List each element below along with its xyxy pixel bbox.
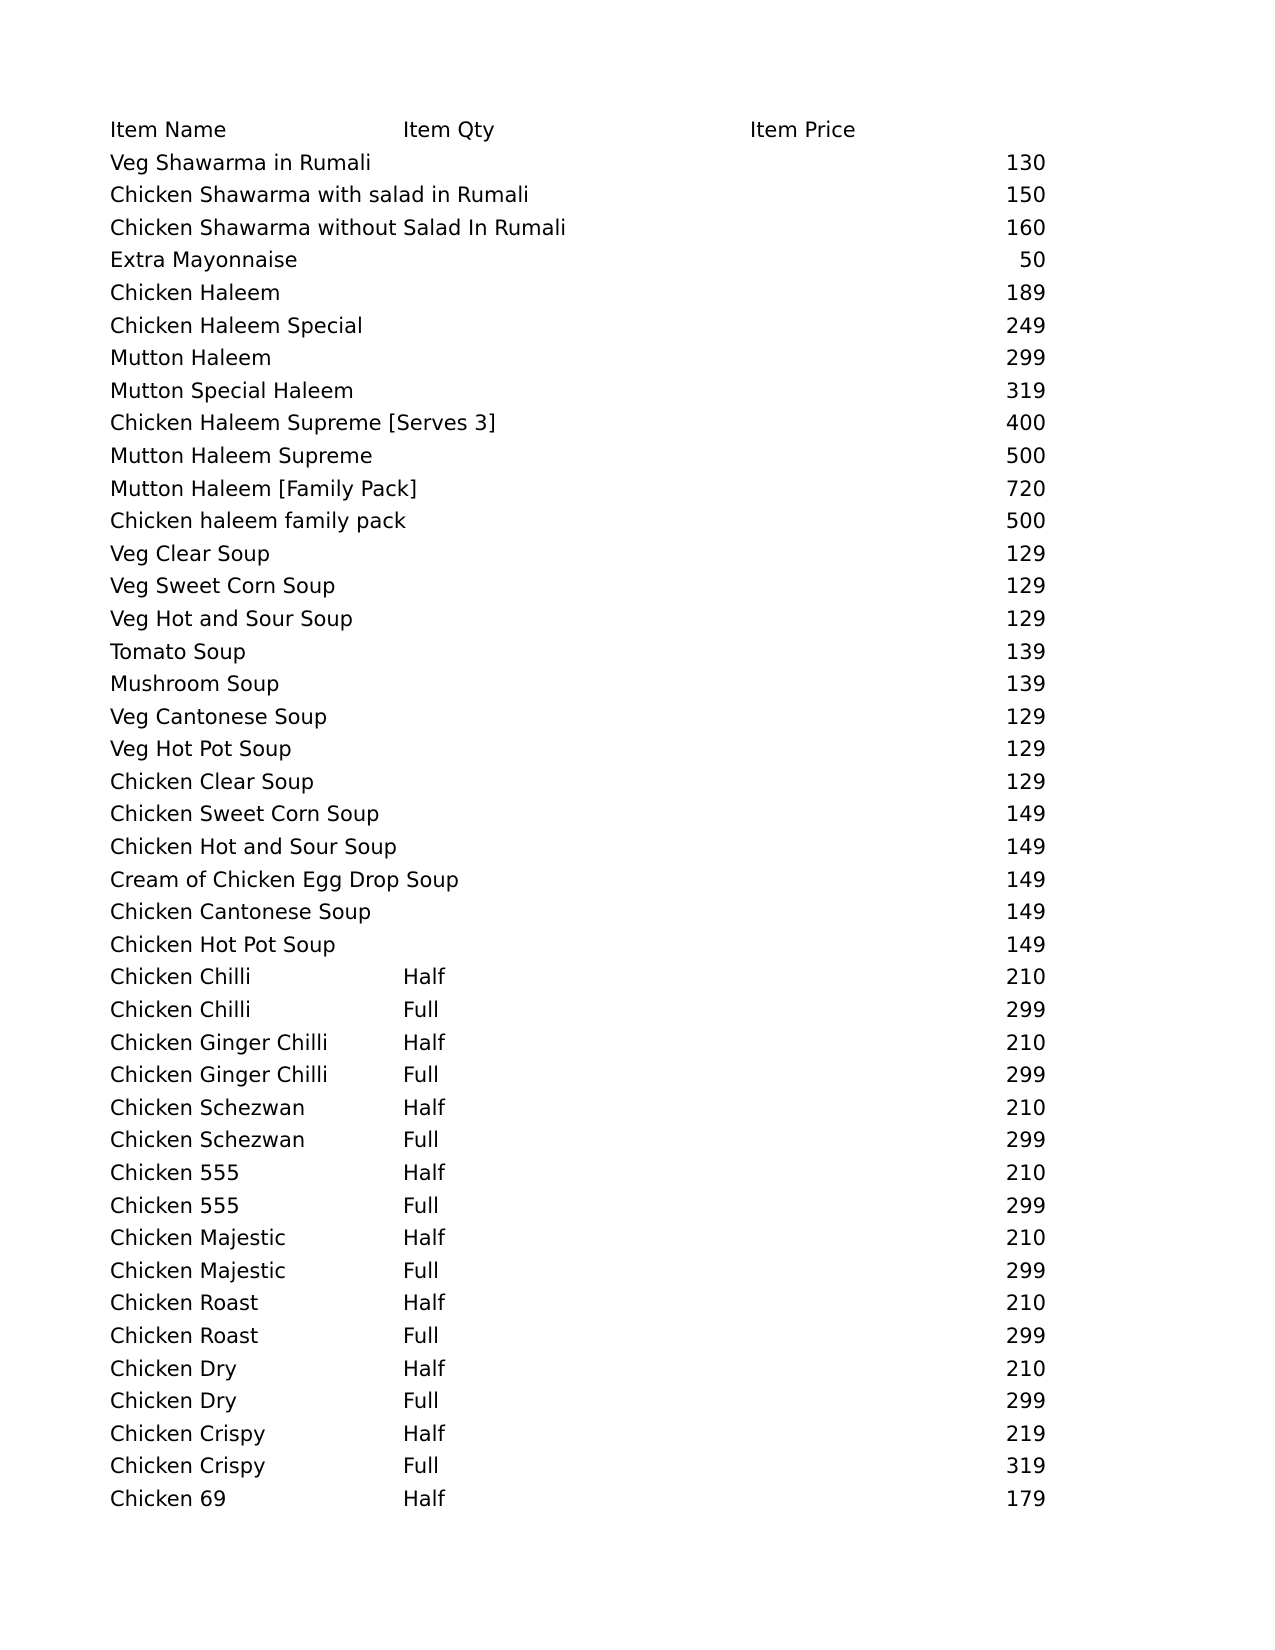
item-name-cell: Mutton Haleem bbox=[110, 346, 272, 371]
item-price-cell: 129 bbox=[1005, 574, 1046, 599]
item-name-cell: Chicken Haleem Special bbox=[110, 313, 363, 338]
item-name-cell: Veg Shawarma in Rumali bbox=[110, 150, 372, 175]
table-row bbox=[110, 1287, 1050, 1320]
item-qty-cell: Full bbox=[403, 1389, 439, 1414]
item-qty-cell: Half bbox=[403, 965, 445, 990]
item-price-cell: 299 bbox=[1005, 1323, 1046, 1348]
item-price-cell: 149 bbox=[1005, 932, 1046, 957]
item-price-cell: 210 bbox=[1005, 1356, 1046, 1381]
header-item-price: Item Price bbox=[750, 118, 856, 142]
item-name-cell: Chicken Cantonese Soup bbox=[110, 900, 372, 925]
item-price-cell: 139 bbox=[1005, 672, 1046, 697]
item-name-cell: Chicken Clear Soup bbox=[110, 769, 315, 794]
item-name-cell: Chicken Ginger Chilli bbox=[110, 1063, 328, 1088]
item-name-cell: Chicken Crispy bbox=[110, 1421, 266, 1446]
table-row bbox=[110, 440, 1050, 473]
table-row bbox=[110, 473, 1050, 506]
table-row bbox=[110, 1222, 1050, 1255]
item-price-cell: 319 bbox=[1005, 378, 1046, 403]
item-name-cell: Chicken Majestic bbox=[110, 1226, 286, 1251]
item-price-cell: 149 bbox=[1005, 802, 1046, 827]
table-row bbox=[110, 407, 1050, 440]
item-price-cell: 249 bbox=[1005, 313, 1046, 338]
table-row bbox=[110, 1059, 1050, 1092]
table-row bbox=[110, 1027, 1050, 1060]
table-row bbox=[110, 147, 1050, 180]
table-row bbox=[110, 277, 1050, 310]
item-qty-cell: Half bbox=[403, 1226, 445, 1251]
table-row bbox=[110, 1124, 1050, 1157]
item-name-cell: Chicken haleem family pack bbox=[110, 509, 407, 534]
item-qty-cell: Half bbox=[403, 1421, 445, 1446]
item-qty-cell: Half bbox=[403, 1161, 445, 1185]
item-price-cell: 720 bbox=[1005, 476, 1046, 501]
table-row bbox=[110, 1450, 1050, 1483]
item-name-cell: Veg Hot and Sour Soup bbox=[110, 606, 354, 631]
item-price-cell: 210 bbox=[1005, 1291, 1046, 1316]
item-price-cell: 299 bbox=[1005, 346, 1046, 371]
table-row bbox=[110, 668, 1050, 701]
item-qty-cell: Half bbox=[403, 1291, 445, 1316]
item-price-cell: 129 bbox=[1005, 737, 1046, 762]
item-name-cell: Mutton Haleem Supreme bbox=[110, 443, 373, 468]
item-price-cell: 160 bbox=[1005, 215, 1046, 240]
item-qty-cell: Full bbox=[403, 1193, 439, 1218]
item-qty-cell: Full bbox=[403, 1323, 439, 1348]
table-row bbox=[110, 1483, 1050, 1516]
item-name-cell: Chicken Shawarma without Salad In Rumali bbox=[110, 215, 567, 240]
item-price-cell: 149 bbox=[1005, 835, 1046, 860]
item-price-cell: 299 bbox=[1005, 1258, 1046, 1283]
item-name-cell: Chicken Shawarma with salad in Rumali bbox=[110, 183, 530, 208]
item-name-cell: Chicken Schezwan bbox=[110, 1095, 306, 1120]
item-name-cell: Chicken Crispy bbox=[110, 1454, 266, 1479]
item-price-cell: 299 bbox=[1005, 1128, 1046, 1153]
table-row bbox=[110, 1320, 1050, 1353]
item-name-cell: Chicken 555 bbox=[110, 1161, 240, 1185]
item-price-cell: 210 bbox=[1005, 965, 1046, 990]
table-row bbox=[110, 310, 1050, 343]
item-price-cell: 130 bbox=[1005, 150, 1046, 175]
table-row bbox=[110, 179, 1050, 212]
item-name-cell: Veg Cantonese Soup bbox=[110, 704, 328, 729]
item-price-cell: 139 bbox=[1005, 639, 1046, 664]
table-row bbox=[110, 798, 1050, 831]
item-price-cell: 129 bbox=[1005, 541, 1046, 566]
item-price-cell: 129 bbox=[1005, 769, 1046, 794]
item-qty-cell: Full bbox=[403, 1258, 439, 1283]
item-price-cell: 400 bbox=[1005, 411, 1046, 436]
table-row bbox=[110, 212, 1050, 245]
header-item-name: Item Name bbox=[110, 118, 227, 142]
table-row bbox=[110, 244, 1050, 277]
item-name-cell: Chicken Dry bbox=[110, 1356, 237, 1381]
item-qty-cell: Half bbox=[403, 1356, 445, 1381]
table-row bbox=[110, 636, 1050, 669]
table-row bbox=[110, 961, 1050, 994]
item-name-cell: Chicken Hot and Sour Soup bbox=[110, 835, 398, 860]
item-price-cell: 299 bbox=[1005, 1389, 1046, 1414]
item-price-cell: 179 bbox=[1005, 1486, 1046, 1511]
item-name-cell: Chicken Haleem bbox=[110, 280, 281, 305]
table-row bbox=[110, 538, 1050, 571]
item-qty-cell: Full bbox=[403, 998, 439, 1023]
item-name-cell: Chicken 69 bbox=[110, 1486, 227, 1511]
table-row bbox=[110, 1418, 1050, 1451]
item-name-cell: Chicken Ginger Chilli bbox=[110, 1030, 328, 1055]
item-name-cell: Veg Clear Soup bbox=[110, 541, 271, 566]
table-row bbox=[110, 603, 1050, 636]
table-header-row bbox=[110, 114, 1050, 147]
item-name-cell: Chicken Hot Pot Soup bbox=[110, 932, 336, 957]
item-price-cell: 219 bbox=[1005, 1421, 1046, 1446]
table-row bbox=[110, 375, 1050, 408]
table-row bbox=[110, 701, 1050, 734]
item-name-cell: Mutton Special Haleem bbox=[110, 378, 354, 403]
item-price-cell: 129 bbox=[1005, 606, 1046, 631]
item-qty-cell: Half bbox=[403, 1486, 445, 1511]
table-row bbox=[110, 1190, 1050, 1223]
table-row bbox=[110, 342, 1050, 375]
item-name-cell: Chicken Roast bbox=[110, 1323, 259, 1348]
item-price-cell: 210 bbox=[1005, 1161, 1046, 1185]
menu-price-table bbox=[110, 114, 1050, 1516]
table-row bbox=[110, 570, 1050, 603]
item-name-cell: Tomato Soup bbox=[110, 639, 247, 664]
table-row bbox=[110, 1157, 1050, 1190]
item-name-cell: Chicken Sweet Corn Soup bbox=[110, 802, 380, 827]
table-row bbox=[110, 896, 1050, 929]
table-row bbox=[110, 1092, 1050, 1125]
item-price-cell: 210 bbox=[1005, 1030, 1046, 1055]
table-row bbox=[110, 766, 1050, 799]
item-qty-cell: Half bbox=[403, 1095, 445, 1120]
item-price-cell: 299 bbox=[1005, 1063, 1046, 1088]
header-item-qty: Item Qty bbox=[403, 118, 495, 142]
item-price-cell: 299 bbox=[1005, 1193, 1046, 1218]
item-price-cell: 500 bbox=[1005, 443, 1046, 468]
table-row bbox=[110, 505, 1050, 538]
item-name-cell: Chicken Dry bbox=[110, 1389, 237, 1414]
table-row bbox=[110, 1353, 1050, 1386]
item-name-cell: Chicken Chilli bbox=[110, 998, 251, 1023]
table-row bbox=[110, 1255, 1050, 1288]
item-price-cell: 50 bbox=[1019, 248, 1046, 273]
item-qty-cell: Full bbox=[403, 1454, 439, 1479]
item-name-cell: Chicken Schezwan bbox=[110, 1128, 306, 1153]
item-qty-cell: Full bbox=[403, 1128, 439, 1153]
item-price-cell: 129 bbox=[1005, 704, 1046, 729]
item-qty-cell: Half bbox=[403, 1030, 445, 1055]
table-row bbox=[110, 864, 1050, 897]
item-price-cell: 319 bbox=[1005, 1454, 1046, 1479]
item-name-cell: Veg Hot Pot Soup bbox=[110, 737, 292, 762]
table-body bbox=[110, 147, 1050, 1516]
item-name-cell: Mutton Haleem [Family Pack] bbox=[110, 476, 418, 501]
item-name-cell: Mushroom Soup bbox=[110, 672, 280, 697]
table-row bbox=[110, 733, 1050, 766]
item-price-cell: 500 bbox=[1005, 509, 1046, 534]
item-name-cell: Extra Mayonnaise bbox=[110, 248, 298, 273]
item-price-cell: 210 bbox=[1005, 1095, 1046, 1120]
item-qty-cell: Full bbox=[403, 1063, 439, 1088]
table-row bbox=[110, 1385, 1050, 1418]
item-price-cell: 299 bbox=[1005, 998, 1046, 1023]
item-name-cell: Cream of Chicken Egg Drop Soup bbox=[110, 867, 459, 892]
item-name-cell: Chicken Majestic bbox=[110, 1258, 286, 1283]
item-price-cell: 149 bbox=[1005, 900, 1046, 925]
item-price-cell: 149 bbox=[1005, 867, 1046, 892]
item-price-cell: 189 bbox=[1005, 280, 1046, 305]
item-name-cell: Chicken Chilli bbox=[110, 965, 251, 990]
item-name-cell: Chicken 555 bbox=[110, 1193, 240, 1218]
item-name-cell: Chicken Haleem Supreme [Serves 3] bbox=[110, 411, 496, 436]
table-row bbox=[110, 994, 1050, 1027]
item-price-cell: 210 bbox=[1005, 1226, 1046, 1251]
item-name-cell: Chicken Roast bbox=[110, 1291, 259, 1316]
table-row bbox=[110, 831, 1050, 864]
table-row bbox=[110, 929, 1050, 962]
item-price-cell: 150 bbox=[1005, 183, 1046, 208]
item-name-cell: Veg Sweet Corn Soup bbox=[110, 574, 336, 599]
